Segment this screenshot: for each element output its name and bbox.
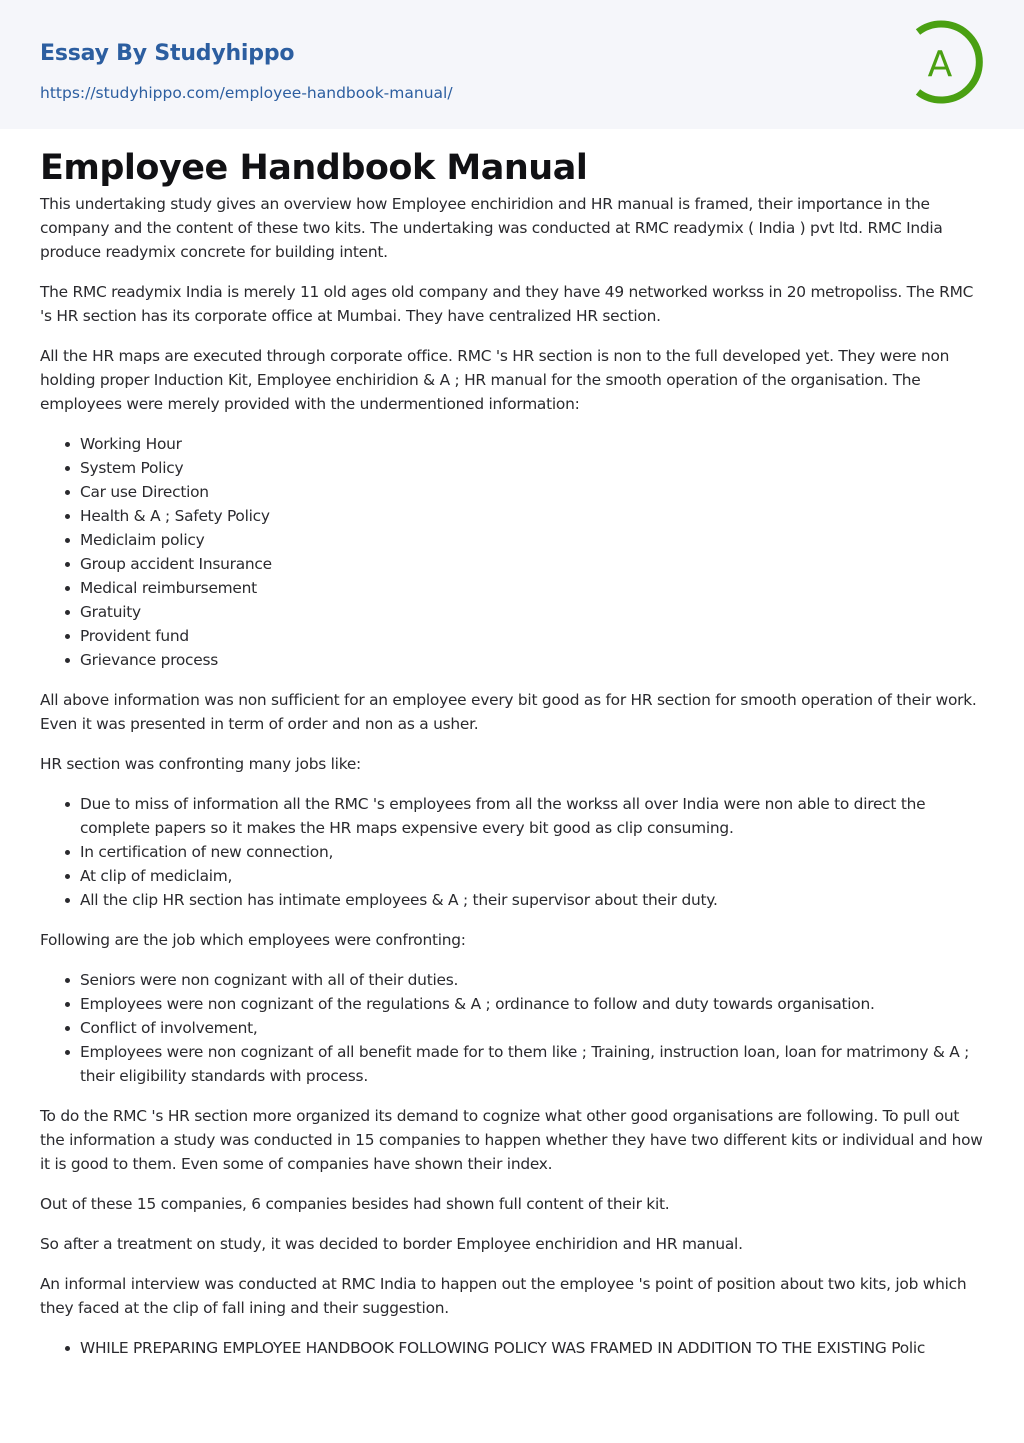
list-item: At clip of mediclaim, — [80, 864, 984, 888]
list-item: Working Hour — [80, 432, 984, 456]
paragraph: Out of these 15 companies, 6 companies besides had shown full content of their kit. — [40, 1195, 670, 1213]
site-header — [0, 0, 1024, 129]
logo-letter: A — [927, 44, 953, 85]
paragraph: HR section was confronting many jobs like: — [40, 755, 361, 773]
paragraph: An informal interview was conducted at RMC India to happen out the employee 's point of position about two kits, job which they faced at the clip of fall ining and their suggestion. — [40, 1275, 967, 1317]
policy-list — [40, 1336, 984, 1360]
list-item: Employees were non cognizant of the regulations & A ; ordinance to follow and duty towards organisation. — [80, 992, 984, 1016]
list-item: Provident fund — [80, 624, 984, 648]
paragraph: To do the RMC 's HR section more organized its demand to cognize what other good organisations are following. To pull out the information a study was conducted in 15 companies to happen whether they have two different kits or individual and how it is good to them. Even some of companies have shown their index. — [40, 1107, 983, 1173]
brand-title: Essay By Studyhippo — [40, 41, 295, 66]
information-list — [40, 432, 984, 672]
list-item: All the clip HR section has intimate employees & A ; their supervisor about their duty. — [80, 888, 984, 912]
employee-problems-list — [40, 968, 984, 1088]
list-item: Medical reimbursement — [80, 576, 984, 600]
list-item: Car use Direction — [80, 480, 984, 504]
paragraph: Following are the job which employees were confronting: — [40, 931, 466, 949]
list-item: Grievance process — [80, 648, 984, 672]
list-item: Seniors were non cognizant with all of their duties. — [80, 968, 984, 992]
list-item: Health & A ; Safety Policy — [80, 504, 984, 528]
studyhippo-logo-icon[interactable] — [912, 18, 988, 106]
list-item: Gratuity — [80, 600, 984, 624]
list-item: Group accident Insurance — [80, 552, 984, 576]
paragraph: The RMC readymix India is merely 11 old ages old company and they have 49 networked workss in 20 metropoliss. The RMC 's HR section has its corporate office at Mumbai. They have centralized HR section. — [40, 283, 974, 325]
list-item: WHILE PREPARING EMPLOYEE HANDBOOK FOLLOWING POLICY WAS FRAMED IN ADDITION TO THE EXISTING Polic — [80, 1336, 984, 1360]
paragraph: This undertaking study gives an overview how Employee enchiridion and HR manual is framed, their importance in the company and the content of these two kits. The undertaking was conducted at RMC readymix ( India ) pvt ltd. RMC India produce readymix concrete for building intent. — [40, 195, 943, 261]
list-item: Due to miss of information all the RMC 's employees from all the workss all over India were non able to direct the complete papers so it makes the HR maps expensive every bit good as clip consuming. — [80, 792, 984, 840]
list-item: System Policy — [80, 456, 984, 480]
page-title: Employee Handbook Manual — [40, 148, 588, 188]
article-body — [0, 149, 1024, 1360]
list-item: Employees were non cognizant of all benefit made for to them like ; Training, instruction loan, loan for matrimony & A ; their eligibility standards with process. — [80, 1040, 984, 1088]
list-item: Conflict of involvement, — [80, 1016, 984, 1040]
list-item: In certification of new connection, — [80, 840, 984, 864]
essay-url-link[interactable]: https://studyhippo.com/employee-handbook-manual/ — [40, 84, 453, 102]
hr-problems-list — [40, 792, 984, 912]
paragraph: All the HR maps are executed through corporate office. RMC 's HR section is non to the full developed yet. They were non holding proper Induction Kit, Employee enchiridion & A ; HR manual for the smooth operation of the organisation. The employees were merely provided with the undermentioned information: — [40, 347, 950, 413]
paragraph: So after a treatment on study, it was decided to border Employee enchiridion and HR manual. — [40, 1235, 743, 1253]
list-item: Mediclaim policy — [80, 528, 984, 552]
paragraph: All above information was non sufficient for an employee every bit good as for HR section for smooth operation of their work. Even it was presented in term of order and non as a usher. — [40, 691, 977, 733]
